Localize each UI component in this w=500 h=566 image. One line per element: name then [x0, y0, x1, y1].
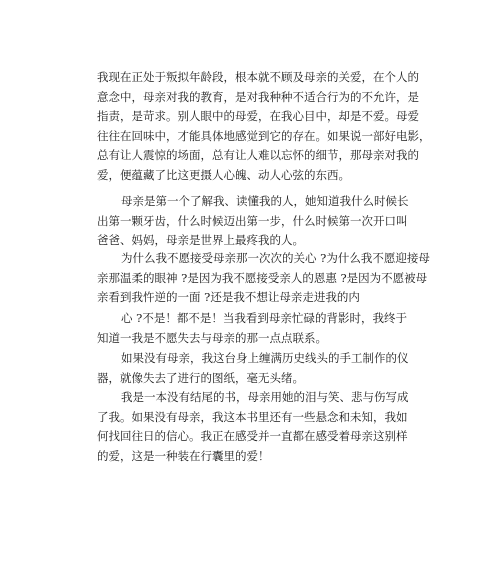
text-line: 出第一颗牙齿，什么时候迈出第一步，什么时候第一次开口叫 — [97, 213, 408, 228]
text-line: 器，就像失去了进行的图纸，毫无头绪。 — [97, 370, 304, 385]
paragraph-4 — [97, 309, 407, 348]
text-line: 母亲是第一个了解我、读懂我的人，她知道我什么时候长 — [121, 194, 409, 208]
paragraph-5 — [97, 349, 407, 388]
text-line: 亲那温柔的眼神 ?是因为我不愿接受亲人的恩惠 ?是因为不愿被母 — [97, 270, 428, 285]
text-line: 了我。如果没有母亲，我这本书里还有一些悬念和未知，我如 — [97, 409, 408, 424]
text-line: 的爱，这是一种装在行囊里的爱！ — [97, 448, 270, 463]
text-line: 我现在正处于叛拟年龄段，根本就不顾及母亲的关爱，在个人的 — [97, 70, 419, 84]
paragraph-3 — [97, 249, 430, 308]
text-line: 总有让人震惊的场面，总有让人难以忘怀的细节，那母亲对我的 — [97, 148, 419, 162]
text-line: 意念中，母亲对我的教育，是对我种种不适合行为的不允许，是 — [97, 89, 419, 104]
text-line: 往往在回味中，才能具体地感觉到它的存在。如果说一部好电影， — [97, 128, 431, 143]
text-line: 心 ?不是！都不是！当我看到母亲忙碌的背影时，我终于 — [121, 311, 407, 325]
text-line: 何找回往日的信心。我正在感受并一直都在感受着母亲这别样 — [97, 429, 408, 443]
text-line: 为什么我不愿接受母亲那一次次的关心 ?为什么我不愿迎接母 — [121, 251, 430, 265]
text-line: 爱，便蕴藏了比这更摄人心魄、动人心弦的东西。 — [97, 167, 350, 182]
text-line: 我是一本没有结尾的书，母亲用她的泪与笑、悲与伤写成 — [121, 390, 409, 404]
text-line: 如果没有母亲，我这台身上缠满历史线头的手工制作的仪 — [121, 351, 409, 365]
text-line: 亲看到我忤逆的一面 ?还是我不想让母亲走进我的内 — [97, 290, 360, 304]
text-line: 爸爸、妈妈，母亲是世界上最疼我的人。 — [97, 233, 304, 247]
paragraph-6 — [97, 388, 407, 466]
paragraph-2 — [97, 192, 407, 251]
paragraph-1 — [97, 68, 431, 185]
text-line: 指责，是苛求。别人眼中的母爱，在我心目中，却是不爱。母爱 — [97, 109, 419, 123]
text-line: 知道一我是不愿失去与母亲的那一点点联系。 — [97, 330, 327, 345]
